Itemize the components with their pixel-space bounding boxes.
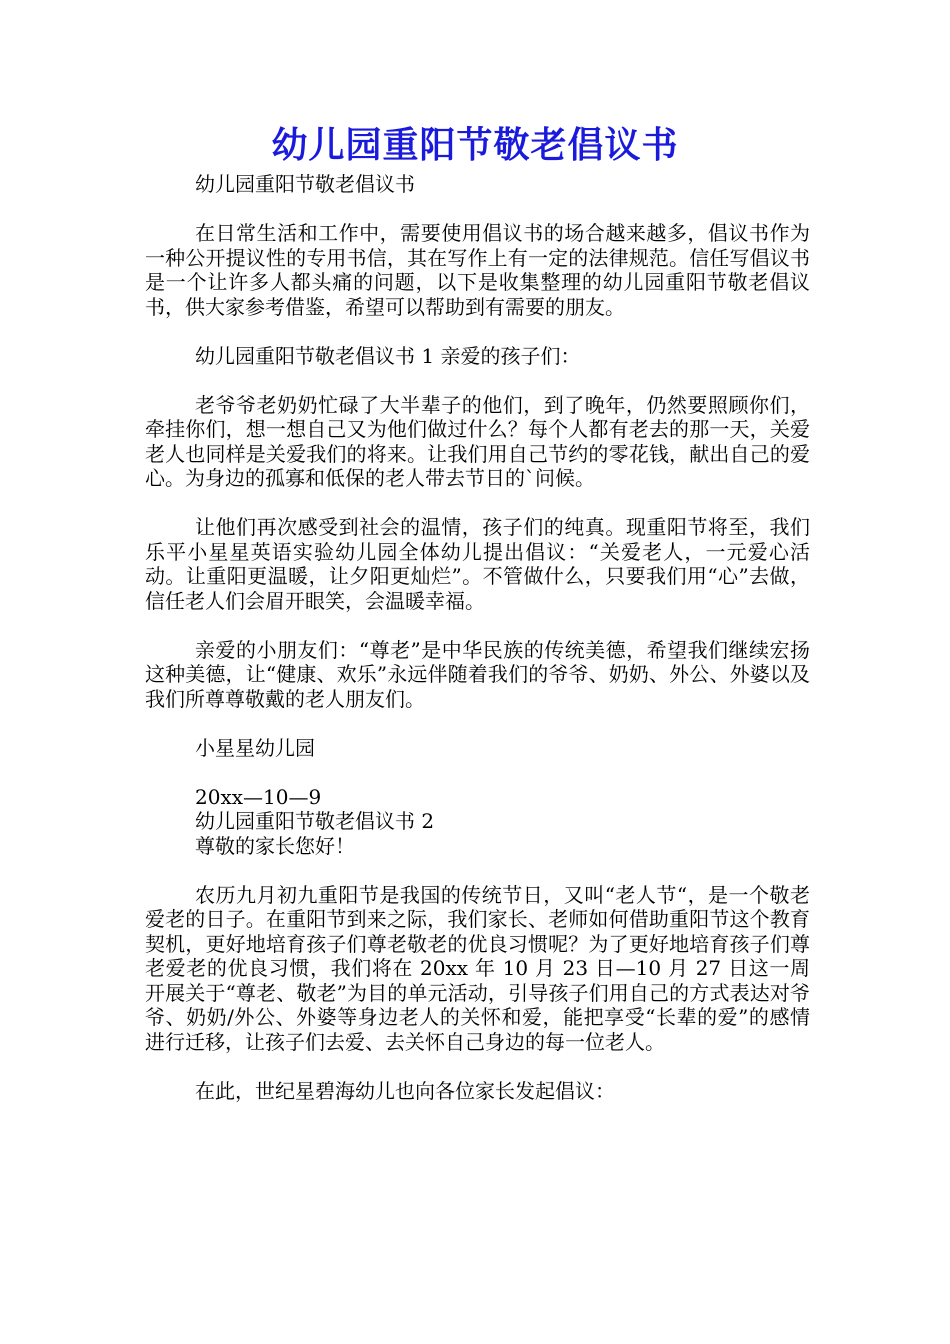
letter1-paragraph-3: 亲爱的小朋友们：“尊老”是中华民族的传统美德，希望我们继续宏扬这种美德，让“健康、欢乐”永远伴随着我们的爷爷、奶奶、外公、外婆以及我们所尊尊敬戴的老人朋友们。 bbox=[145, 637, 810, 711]
document-subtitle: 幼儿园重阳节敬老倡议书 bbox=[195, 172, 415, 196]
intro-paragraph: 在日常生活和工作中，需要使用倡议书的场合越来越多，倡议书作为一种公开提议性的专用书信，其在写作上有一定的法律规范。信任写倡议书是一个让许多人都头痛的问题，以下是收集整理的幼儿园重阳节敬老倡议书，供大家参考借鉴，希望可以帮助到有需要的朋友。 bbox=[145, 221, 810, 319]
letter2-paragraph-1: 农历九月初九重阳节是我国的传统节日，又叫“老人节“，是一个敬老爱老的日子。在重阳节到来之际，我们家长、老师如何借助重阳节这个教育契机，更好地培育孩子们尊老敬老的优良习惯呢？为了更好地培育孩子们尊老爱老的优良习惯，我们将在 20xx 年 10 月 23 日—10 月 27 日这一周开展关于“尊老、敬老”为目的单元活动，引导孩子们用自己的方式表达对爷爷、奶奶/外公、外婆等身边老人的关怀和爱，能把享受“长辈的爱”的感情进行迁移，让孩子们去爱、去关怀自己身边的每一位老人。 bbox=[145, 882, 810, 1054]
letter2-paragraph-2: 在此，世纪星碧海幼儿也向各位家长发起倡议： bbox=[195, 1078, 615, 1103]
document-title: 幼儿园重阳节敬老倡议书 bbox=[271, 125, 679, 166]
letter2-heading: 幼儿园重阳节敬老倡议书 2 bbox=[195, 809, 435, 833]
document-body bbox=[145, 172, 810, 1103]
letter2-greeting: 尊敬的家长您好！ bbox=[195, 833, 355, 858]
letter1-paragraph-1: 老爷爷老奶奶忙碌了大半辈子的他们，到了晚年，仍然要照顾你们，牵挂你们，想一想自己又为他们做过什么？每个人都有老去的那一天，关爱老人也同样是关爱我们的将来。让我们用自己节约的零花钱，献出自己的爱心。为身边的孤寡和低保的老人带去节日的`问候。 bbox=[145, 392, 810, 490]
letter1-paragraph-2: 让他们再次感受到社会的温情，孩子们的纯真。现重阳节将至，我们乐平小星星英语实验幼儿园全体幼儿提出倡议：“关爱老人，一元爱心活动。让重阳更温暖，让夕阳更灿烂”。不管做什么，只要我们用“心”去做，信任老人们会眉开眼笑，会温暖幸福。 bbox=[145, 515, 810, 613]
letter1-date: 20xx—10—9 bbox=[195, 784, 322, 809]
letter1-heading: 幼儿园重阳节敬老倡议书 1 亲爱的孩子们： bbox=[195, 343, 581, 368]
letter1-signature: 小星星幼儿园 bbox=[195, 735, 315, 760]
